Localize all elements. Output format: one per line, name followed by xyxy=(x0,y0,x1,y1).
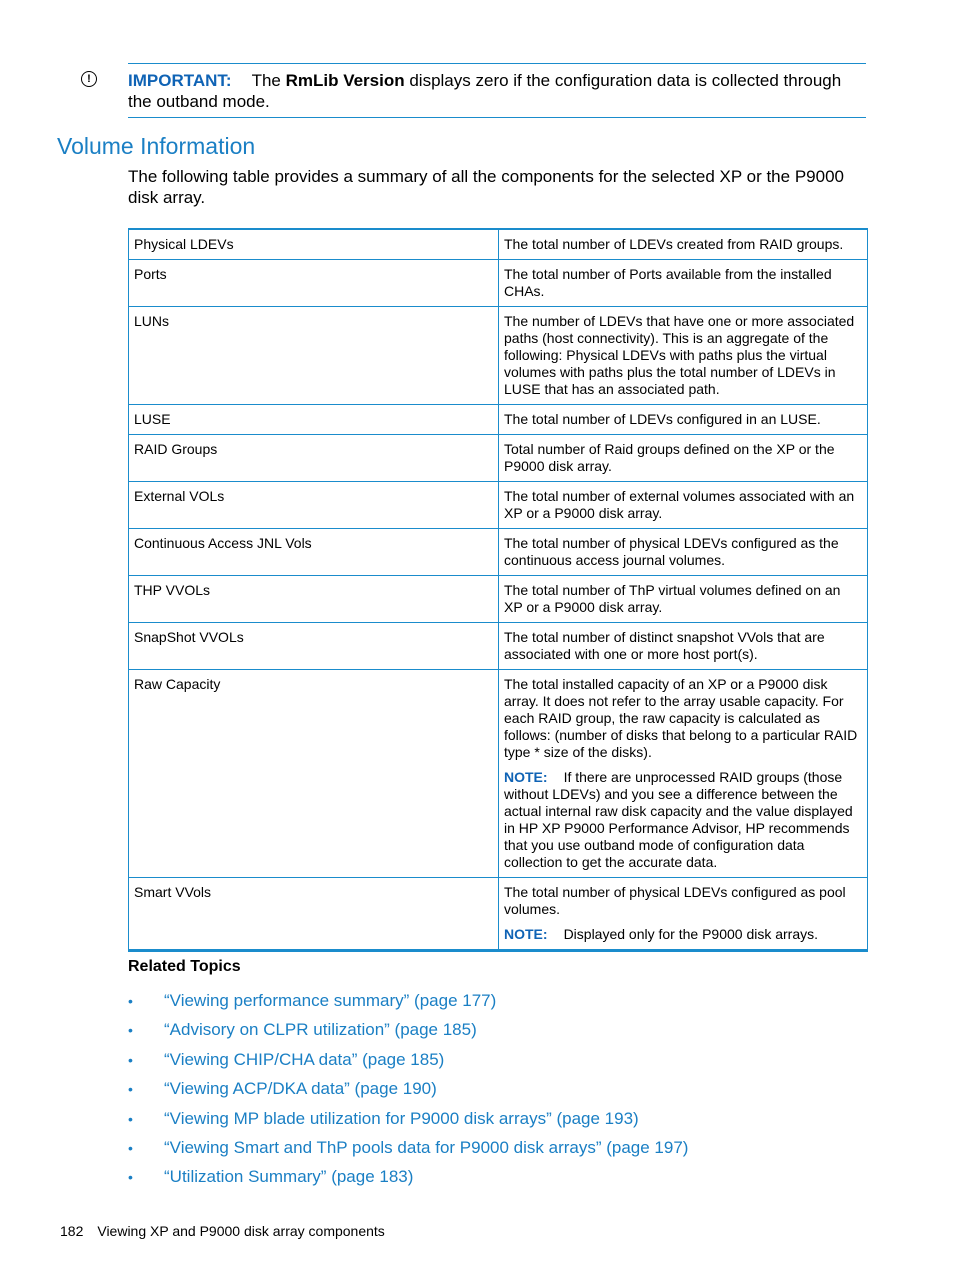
table-row xyxy=(129,623,868,670)
bullet-icon: • xyxy=(128,1081,133,1098)
bullet-icon: • xyxy=(128,1110,133,1127)
table-cell-term: External VOLs xyxy=(129,482,499,529)
table-cell-description xyxy=(499,307,868,405)
table-cell-term: Ports xyxy=(129,260,499,307)
description-text: The total number of Ports available from the installed CHAs. xyxy=(504,266,832,299)
table-cell-term: SnapShot VVOLs xyxy=(129,623,499,670)
description-text: The total installed capacity of an XP or a P9000 disk array. It does not refer to the array usable capacity. For each RAID group, the raw capacity is calculated as follows: (number of disks that belong to a particular RAID type * size of the disks). xyxy=(504,676,858,760)
table-cell-description xyxy=(499,670,868,878)
related-topic-link[interactable]: “Viewing MP blade utilization for P9000 disk arrays” (page 193) xyxy=(164,1108,639,1128)
table-cell-term: Physical LDEVs xyxy=(129,229,499,260)
description-text: The total number of LDEVs created from RAID groups. xyxy=(504,236,844,252)
related-topic-link[interactable]: “Viewing CHIP/CHA data” (page 185) xyxy=(164,1049,445,1069)
related-topic-link[interactable]: “Viewing Smart and ThP pools data for P9000 disk arrays” (page 197) xyxy=(164,1137,689,1157)
related-topics-list xyxy=(128,986,688,1192)
important-callout xyxy=(128,63,866,118)
important-label: IMPORTANT: xyxy=(128,71,232,90)
note-label: NOTE: xyxy=(504,769,548,785)
note xyxy=(504,769,862,871)
list-item xyxy=(128,1045,688,1074)
table-row xyxy=(129,529,868,576)
related-topic-link[interactable]: “Viewing ACP/DKA data” (page 190) xyxy=(164,1079,437,1099)
table-cell-term: Smart VVols xyxy=(129,878,499,951)
note-label: NOTE: xyxy=(504,926,548,942)
table-cell-description xyxy=(499,229,868,260)
description-text: The total number of LDEVs configured in an LUSE. xyxy=(504,411,821,427)
page-number: 182 xyxy=(60,1223,84,1239)
description-text: The total number of ThP virtual volumes defined on an XP or a P9000 disk array. xyxy=(504,582,841,615)
bullet-icon: • xyxy=(128,1051,133,1068)
bullet-icon: • xyxy=(128,993,133,1009)
list-item xyxy=(128,1015,688,1044)
list-item xyxy=(128,1162,688,1191)
bullet-icon: • xyxy=(128,1022,133,1039)
table-cell-term: LUNs xyxy=(129,307,499,405)
table-cell-term: Continuous Access JNL Vols xyxy=(129,529,499,576)
table-row xyxy=(129,878,868,951)
table-row xyxy=(129,435,868,482)
section-title: Volume Information xyxy=(57,133,256,159)
table-row xyxy=(129,405,868,435)
important-text-bold: RmLib Version xyxy=(285,71,405,90)
table-cell-description xyxy=(499,623,868,670)
description-text: The total number of physical LDEVs configured as the continuous access journal volumes. xyxy=(504,535,839,568)
section-intro: The following table provides a summary of all the components for the selected XP or the P9000 disk array. xyxy=(128,167,844,207)
description-text: The total number of distinct snapshot VVols that are associated with one or more host port(s). xyxy=(504,629,825,662)
important-text-pre: The xyxy=(251,71,286,90)
note xyxy=(504,926,862,943)
table-cell-term: Raw Capacity xyxy=(129,670,499,878)
important-text-post: displays zero if the configuration data is collected through the outband mode. xyxy=(128,71,842,111)
table-cell-description xyxy=(499,405,868,435)
table-cell-description xyxy=(499,529,868,576)
list-item xyxy=(128,986,688,1015)
related-topic-link[interactable]: “Utilization Summary” (page 183) xyxy=(164,1167,414,1187)
related-topic-link[interactable]: “Advisory on CLPR utilization” (page 185) xyxy=(164,1020,477,1040)
note-text: Displayed only for the P9000 disk arrays. xyxy=(563,926,819,942)
exclamation-circle-icon: ! xyxy=(81,71,97,87)
table-row xyxy=(129,229,868,260)
table-row xyxy=(129,670,868,878)
table-row xyxy=(129,260,868,307)
list-item xyxy=(128,1104,688,1133)
table-row xyxy=(129,482,868,529)
table-cell-term: THP VVOLs xyxy=(129,576,499,623)
bullet-icon: • xyxy=(128,1169,133,1186)
table-cell-description xyxy=(499,576,868,623)
table-cell-description xyxy=(499,260,868,307)
description-text: The total number of external volumes associated with an XP or a P9000 disk array. xyxy=(504,488,855,521)
table-cell-term: LUSE xyxy=(129,405,499,435)
description-text: Total number of Raid groups defined on the XP or the P9000 disk array. xyxy=(504,441,835,474)
bullet-icon: • xyxy=(128,1139,133,1156)
table-cell-description xyxy=(499,435,868,482)
chapter-title: Viewing XP and P9000 disk array components xyxy=(97,1223,385,1239)
note-text: If there are unprocessed RAID groups (those without LDEVs) and you see a difference between the actual internal raw disk capacity and the value displayed in HP XP P9000 Performance Advisor, HP recommends that you use outband mode of configuration data collection to get the accurate data. xyxy=(504,769,853,870)
table-cell-term: RAID Groups xyxy=(129,435,499,482)
list-item xyxy=(128,1074,688,1103)
table-row xyxy=(129,307,868,405)
related-topics-title: Related Topics xyxy=(128,958,241,975)
volume-info-table xyxy=(128,228,868,952)
table-cell-description xyxy=(499,482,868,529)
description-text: The number of LDEVs that have one or more associated paths (host connectivity). This is an aggregate of the following: Physical LDEVs with paths plus the virtual volumes with paths plus the total number of LDEVs in LUSE that has an associated path. xyxy=(504,313,855,397)
list-item xyxy=(128,1133,688,1162)
page-footer xyxy=(60,1223,385,1239)
table-cell-description xyxy=(499,878,868,951)
table-row xyxy=(129,576,868,623)
related-topic-link[interactable]: “Viewing performance summary” (page 177) xyxy=(164,991,497,1010)
description-text: The total number of physical LDEVs configured as pool volumes. xyxy=(504,884,846,917)
